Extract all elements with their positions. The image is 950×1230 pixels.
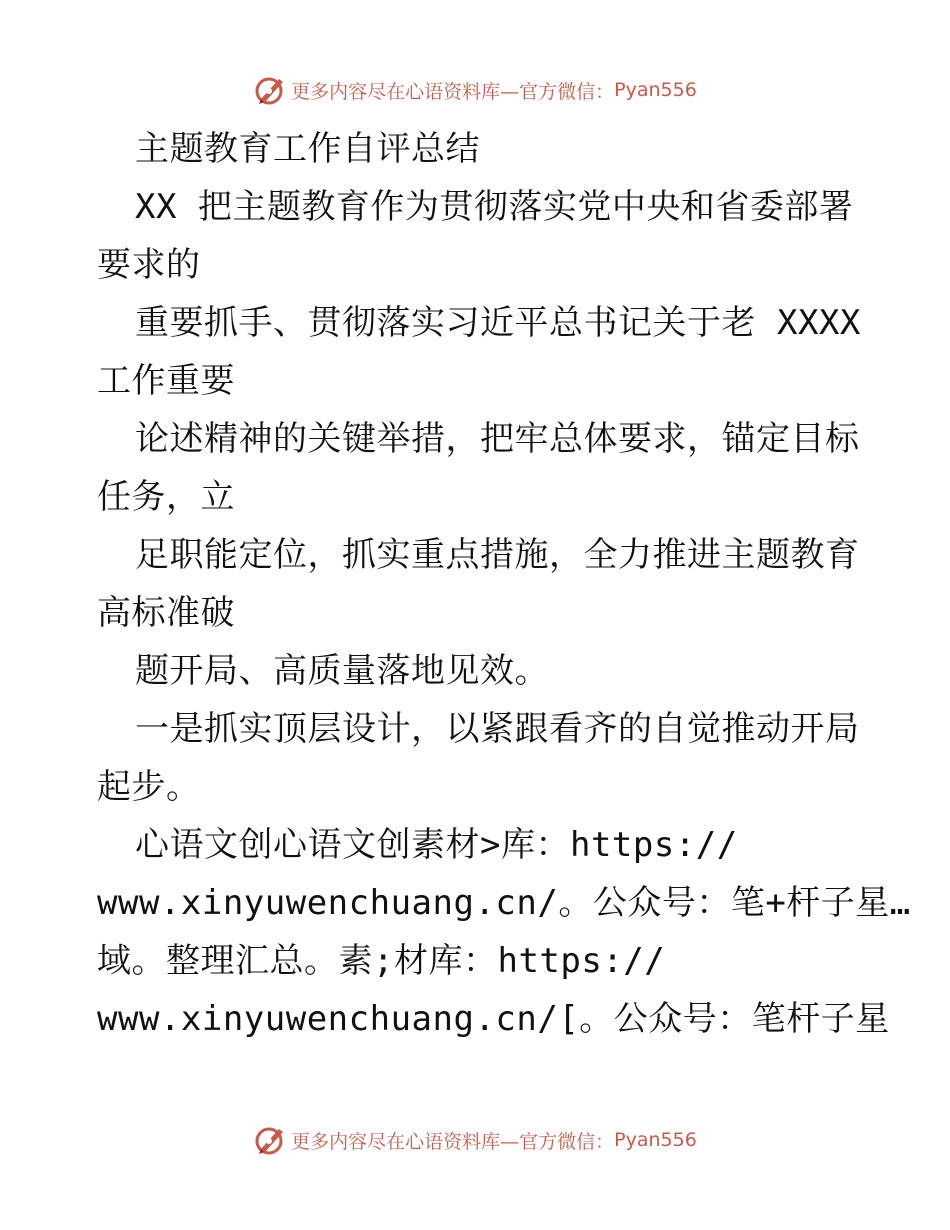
- banner-text: 更多内容尽在心语资料库—官方微信：: [291, 80, 615, 103]
- pen-logo-icon: [253, 73, 287, 107]
- paragraph-line: 一是抓实顶层设计，以紧跟看齐的自觉推动开局: [135, 709, 860, 749]
- paragraph-line: 起步。: [97, 767, 201, 807]
- banner-wechat-id: Pyan556: [614, 1129, 697, 1151]
- paragraph-line: XX 把主题教育作为贯彻落实党中央和省委部署: [135, 187, 854, 227]
- paragraph-line: 要求的: [97, 245, 201, 285]
- paragraph-line: www.xinyuwenchuang.cn/[。公众号：笔杆子星: [97, 999, 890, 1039]
- banner-text: 更多内容尽在心语资料库—官方微信：: [291, 1130, 615, 1153]
- pen-logo-icon: [253, 1123, 287, 1157]
- document-title: 主题教育工作自评总结: [135, 129, 480, 169]
- banner-wechat-id: Pyan556: [614, 79, 697, 101]
- paragraph-line: 足职能定位，抓实重点措施，全力推进主题教育: [135, 535, 860, 575]
- paragraph-line: 高标准破: [97, 593, 235, 633]
- header-watermark-banner: [0, 70, 950, 110]
- paragraph-line: 题开局、高质量落地见效。: [135, 651, 549, 691]
- paragraph-line: 心语文创心语文创素材>库：https://: [135, 825, 738, 865]
- footer-watermark-banner: [0, 1120, 950, 1160]
- paragraph-line: 重要抓手、贯彻落实习近平总书记关于老 XXXX: [135, 303, 861, 343]
- paragraph-line: 域。整理汇总。素;材库：https://: [97, 941, 666, 981]
- paragraph-line: 工作重要: [97, 361, 235, 401]
- paragraph-line: 任务，立: [97, 477, 235, 517]
- paragraph-line: www.xinyuwenchuang.cn/。公众号：笔+杆子星…: [97, 883, 911, 923]
- document-body: [97, 120, 911, 1048]
- paragraph-line: 论述精神的关键举措，把牢总体要求，锚定目标: [135, 419, 860, 459]
